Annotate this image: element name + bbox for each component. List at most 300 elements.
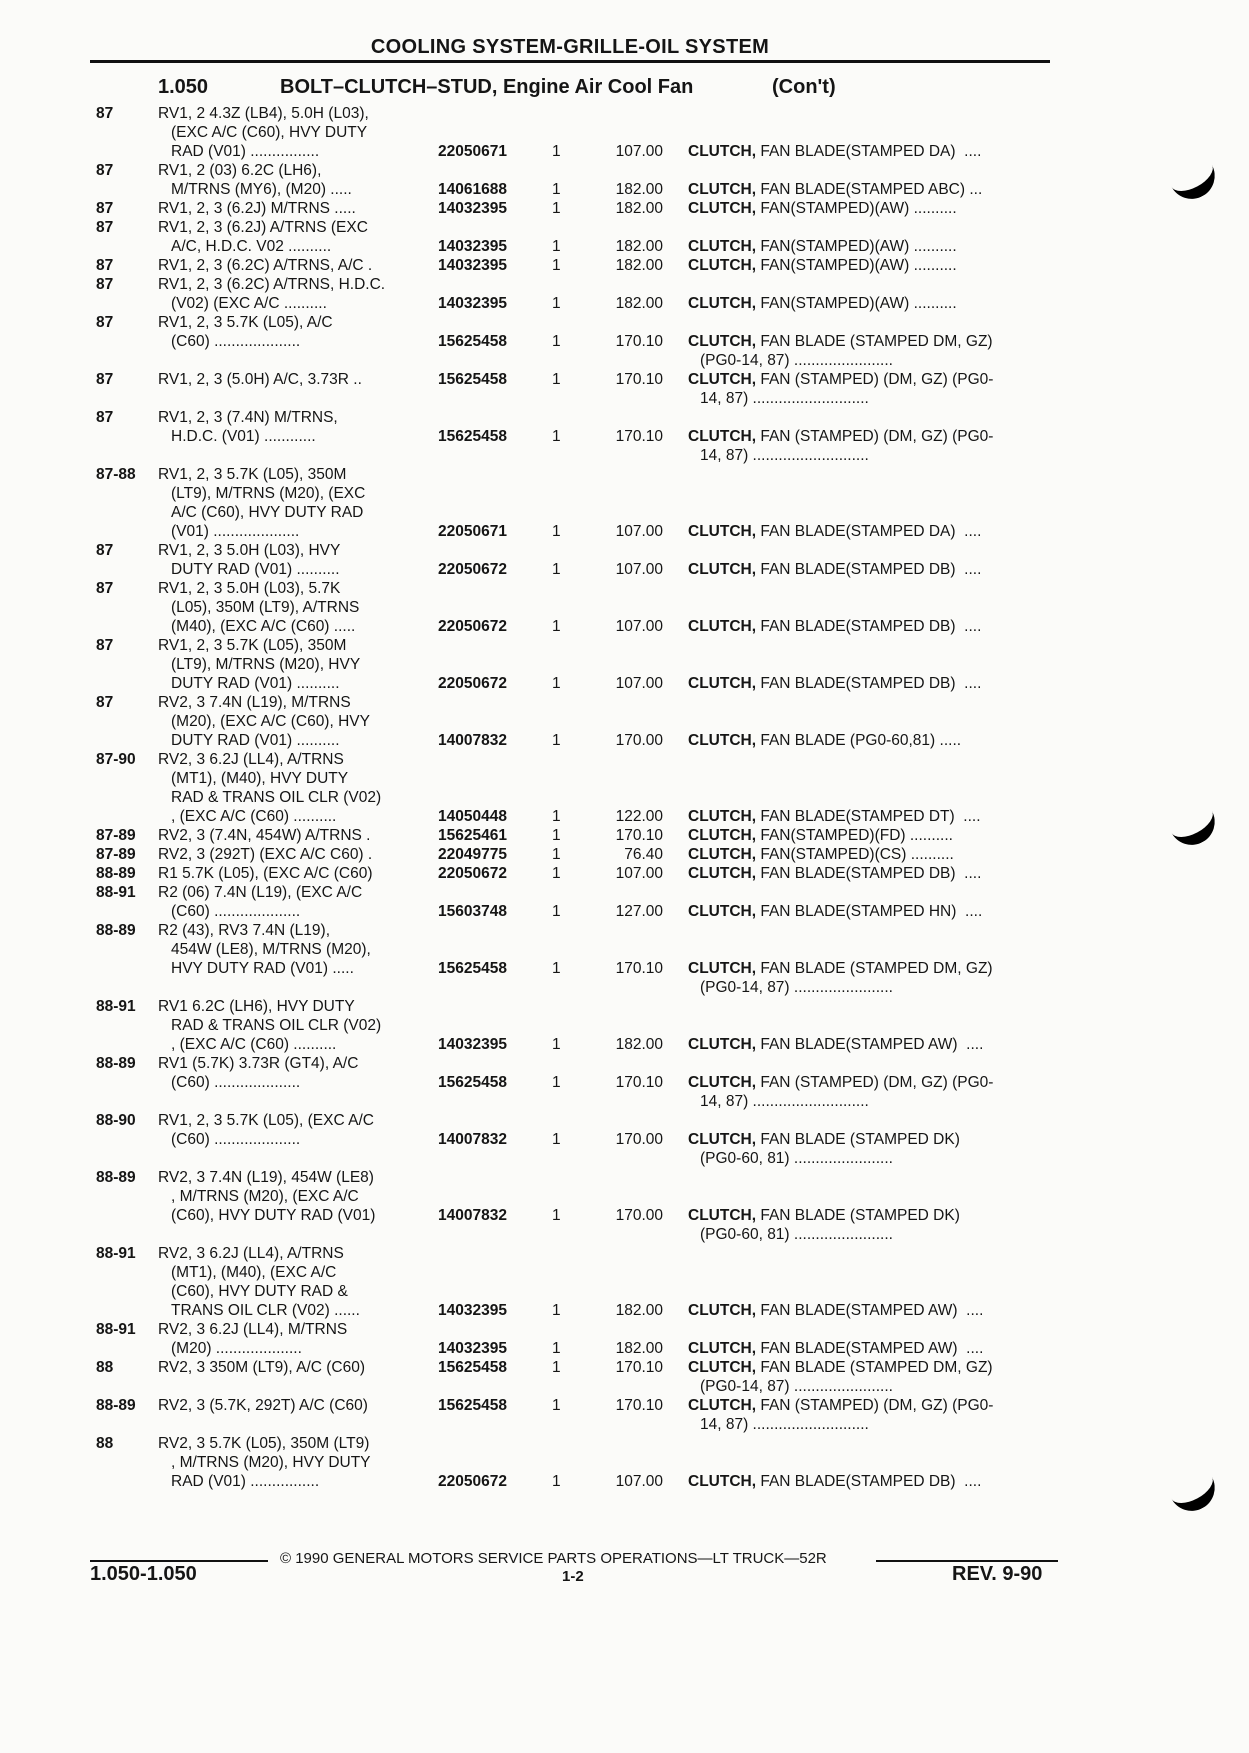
part-name — [688, 1130, 1053, 1149]
price: 107.00 — [615, 675, 663, 692]
application-description: RV1, 2, 3 (6.2C) A/TRNS, H.D.C. — [158, 276, 386, 293]
model-year: 87-88 — [96, 466, 136, 483]
price: 127.00 — [615, 903, 663, 920]
part-name — [688, 1358, 1053, 1377]
price: 182.00 — [615, 1036, 663, 1053]
application-description: RV1, 2, 3 (7.4N) M/TRNS, — [158, 409, 338, 426]
part-name-text: FAN BLADE(STAMPED DA) .... — [756, 523, 982, 540]
model-year: 87 — [96, 580, 114, 597]
application-description: (MT1), (M40), HVY DUTY — [171, 770, 349, 787]
part-name-text: FAN BLADE(STAMPED DT) .... — [756, 808, 981, 825]
part-name-prefix: CLUTCH, — [688, 1340, 757, 1357]
part-name — [688, 1301, 1053, 1320]
application-description: , M/TRNS (M20), HVY DUTY — [171, 1454, 371, 1471]
part-name-text: FAN BLADE(STAMPED AW) .... — [756, 1340, 984, 1357]
model-year: 87 — [96, 371, 114, 388]
application-description: A/C (C60), HVY DUTY RAD — [171, 504, 364, 521]
part-number: 14061688 — [438, 181, 507, 198]
part-name-prefix: CLUTCH, — [688, 561, 757, 578]
part-name-prefix: CLUTCH, — [688, 618, 757, 635]
part-number: 15625458 — [438, 1074, 507, 1091]
part-name: (PG0-60, 81) ....................... — [700, 1226, 893, 1243]
part-name-text: FAN BLADE(STAMPED AW) .... — [756, 1302, 984, 1319]
model-year: 87 — [96, 162, 114, 179]
application-description: H.D.C. (V01) ............ — [171, 428, 316, 445]
price: 182.00 — [615, 295, 663, 312]
table-row — [0, 218, 1249, 256]
table-row — [0, 199, 1249, 218]
model-year: 87 — [96, 276, 114, 293]
part-name-text: FAN(STAMPED)(AW) .......... — [756, 295, 957, 312]
quantity: 1 — [552, 295, 561, 312]
quantity: 1 — [552, 675, 561, 692]
application-description: (C60), HVY DUTY RAD & — [171, 1283, 348, 1300]
part-number: 14032395 — [438, 1036, 507, 1053]
price: 170.00 — [615, 1131, 663, 1148]
price: 122.00 — [615, 808, 663, 825]
part-number: 14032395 — [438, 1302, 507, 1319]
quantity: 1 — [552, 257, 561, 274]
part-name-text: FAN (STAMPED) (DM, GZ) (PG0- — [756, 1397, 994, 1414]
part-number: 22050672 — [438, 1473, 507, 1490]
part-name — [688, 674, 1053, 693]
application-description: RAD (V01) ................ — [171, 1473, 320, 1490]
table-row — [0, 1111, 1249, 1168]
part-name — [688, 617, 1053, 636]
quantity: 1 — [552, 1207, 561, 1224]
part-name — [688, 1035, 1053, 1054]
application-description: (C60), HVY DUTY RAD (V01) — [171, 1207, 376, 1224]
part-name-prefix: CLUTCH, — [688, 1359, 757, 1376]
model-year: 87-89 — [96, 846, 136, 863]
quantity: 1 — [552, 903, 561, 920]
footer-rule — [90, 1560, 268, 1562]
price: 107.00 — [615, 143, 663, 160]
part-name — [688, 332, 1053, 351]
application-description: RV2, 3 (5.7K, 292T) A/C (C60) — [158, 1397, 368, 1414]
table-row — [0, 826, 1249, 845]
application-description: RV1, 2, 3 5.0H (L03), HVY — [158, 542, 341, 559]
section-number: 1.050 — [158, 76, 209, 98]
part-name-text: FAN BLADE(STAMPED DA) .... — [756, 143, 982, 160]
application-description: (V02) (EXC A/C .......... — [171, 295, 327, 312]
application-description: (C60) .................... — [171, 333, 301, 350]
application-description: RV1 6.2C (LH6), HVY DUTY — [158, 998, 355, 1015]
part-number: 14032395 — [438, 295, 507, 312]
part-name-prefix: CLUTCH, — [688, 732, 757, 749]
part-number: 15625461 — [438, 827, 507, 844]
part-name-text: FAN BLADE(STAMPED HN) .... — [756, 903, 983, 920]
model-year: 87 — [96, 314, 114, 331]
table-row — [0, 864, 1249, 883]
model-year: 88-89 — [96, 922, 136, 939]
footer-page-number: 1-2 — [562, 1568, 584, 1585]
quantity: 1 — [552, 827, 561, 844]
part-name — [688, 807, 1053, 826]
table-row — [0, 579, 1249, 636]
model-year: 88-91 — [96, 1321, 136, 1338]
quantity: 1 — [552, 960, 561, 977]
quantity: 1 — [552, 1036, 561, 1053]
part-name-prefix: CLUTCH, — [688, 846, 757, 863]
application-description: RV2, 3 5.7K (L05), 350M (LT9) — [158, 1435, 370, 1452]
part-name — [688, 1339, 1053, 1358]
model-year: 88-91 — [96, 1245, 136, 1262]
quantity: 1 — [552, 865, 561, 882]
application-description: RV1, 2, 3 (5.0H) A/C, 3.73R .. — [158, 371, 362, 388]
part-name-prefix: CLUTCH, — [688, 238, 757, 255]
page-title: COOLING SYSTEM-GRILLE-OIL SYSTEM — [90, 36, 1050, 63]
model-year: 88-89 — [96, 1169, 136, 1186]
price: 170.00 — [615, 732, 663, 749]
table-row — [0, 408, 1249, 465]
part-name — [688, 1073, 1053, 1092]
part-number: 22050672 — [438, 561, 507, 578]
model-year: 87 — [96, 257, 114, 274]
price: 170.10 — [615, 827, 663, 844]
application-description: 454W (LE8), M/TRNS (M20), — [171, 941, 371, 958]
quantity: 1 — [552, 1473, 561, 1490]
part-name — [688, 142, 1053, 161]
application-description: HVY DUTY RAD (V01) ..... — [171, 960, 354, 977]
quantity: 1 — [552, 371, 561, 388]
part-name-text: FAN BLADE (PG0-60,81) ..... — [756, 732, 962, 749]
part-name — [688, 864, 1053, 883]
part-name-text: FAN BLADE(STAMPED DB) .... — [756, 618, 982, 635]
model-year: 88-89 — [96, 1055, 136, 1072]
application-description: RV2, 3 6.2J (LL4), M/TRNS — [158, 1321, 348, 1338]
part-name — [688, 180, 1053, 199]
part-name-prefix: CLUTCH, — [688, 257, 757, 274]
model-year: 87-89 — [96, 827, 136, 844]
quantity: 1 — [552, 808, 561, 825]
price: 182.00 — [615, 238, 663, 255]
model-year: 88 — [96, 1435, 114, 1452]
part-name: 14, 87) ........................... — [700, 1416, 869, 1433]
price: 182.00 — [615, 1302, 663, 1319]
part-name-text: FAN BLADE(STAMPED DB) .... — [756, 865, 982, 882]
part-name-prefix: CLUTCH, — [688, 143, 757, 160]
application-description: (L05), 350M (LT9), A/TRNS — [171, 599, 360, 616]
application-description: R2 (43), RV3 7.4N (L19), — [158, 922, 331, 939]
part-number: 15625458 — [438, 333, 507, 350]
application-description: RV2, 3 6.2J (LL4), A/TRNS — [158, 751, 344, 768]
quantity: 1 — [552, 1131, 561, 1148]
part-name-prefix: CLUTCH, — [688, 1207, 757, 1224]
part-name — [688, 237, 1053, 256]
application-description: DUTY RAD (V01) .......... — [171, 561, 340, 578]
quantity: 1 — [552, 1074, 561, 1091]
part-number: 14032395 — [438, 257, 507, 274]
application-description: (M20) .................... — [171, 1340, 302, 1357]
table-row — [0, 1396, 1249, 1434]
part-number: 15625458 — [438, 428, 507, 445]
parts-table — [0, 104, 1249, 1491]
quantity: 1 — [552, 1359, 561, 1376]
table-row — [0, 275, 1249, 313]
part-number: 14032395 — [438, 200, 507, 217]
part-name — [688, 522, 1053, 541]
footer-page-range: 1.050-1.050 — [90, 1563, 197, 1585]
part-number: 14007832 — [438, 1207, 507, 1224]
application-description: RV1, 2, 3 (6.2J) A/TRNS (EXC — [158, 219, 368, 236]
part-name-text: FAN (STAMPED) (DM, GZ) (PG0- — [756, 428, 994, 445]
application-description: (C60) .................... — [171, 1131, 301, 1148]
part-name-text: FAN (STAMPED) (DM, GZ) (PG0- — [756, 371, 994, 388]
part-number: 14032395 — [438, 238, 507, 255]
part-name: (PG0-60, 81) ....................... — [700, 1150, 893, 1167]
part-number: 22050672 — [438, 865, 507, 882]
model-year: 87 — [96, 200, 114, 217]
part-name-prefix: CLUTCH, — [688, 960, 757, 977]
table-row — [0, 845, 1249, 864]
application-description: , M/TRNS (M20), (EXC A/C — [171, 1188, 359, 1205]
application-description: RV1, 2, 3 (6.2J) M/TRNS ..... — [158, 200, 356, 217]
application-description: (LT9), M/TRNS (M20), (EXC — [171, 485, 366, 502]
price: 182.00 — [615, 257, 663, 274]
application-description: RV2, 3 7.4N (L19), 454W (LE8) — [158, 1169, 374, 1186]
part-name — [688, 1396, 1053, 1415]
part-name — [688, 256, 1053, 275]
part-name: 14, 87) ........................... — [700, 390, 869, 407]
table-row — [0, 104, 1249, 161]
price: 107.00 — [615, 523, 663, 540]
part-name-text: FAN BLADE(STAMPED DB) .... — [756, 561, 982, 578]
application-description: DUTY RAD (V01) .......... — [171, 675, 340, 692]
part-name-prefix: CLUTCH, — [688, 523, 757, 540]
quantity: 1 — [552, 238, 561, 255]
part-number: 22050672 — [438, 675, 507, 692]
part-name-prefix: CLUTCH, — [688, 200, 757, 217]
price: 107.00 — [615, 618, 663, 635]
application-description: (LT9), M/TRNS (M20), HVY — [171, 656, 361, 673]
section-continued: (Con't) — [772, 76, 836, 98]
table-row — [0, 313, 1249, 370]
model-year: 87 — [96, 219, 114, 236]
application-description: , (EXC A/C (C60) .......... — [171, 808, 337, 825]
application-description: TRANS OIL CLR (V02) ...... — [171, 1302, 360, 1319]
quantity: 1 — [552, 181, 561, 198]
part-name-text: FAN BLADE (STAMPED DK) — [756, 1207, 960, 1224]
application-description: DUTY RAD (V01) .......... — [171, 732, 340, 749]
part-name-prefix: CLUTCH, — [688, 428, 757, 445]
application-description: (V01) .................... — [171, 523, 300, 540]
footer-revision: REV. 9-90 — [952, 1563, 1043, 1585]
table-row — [0, 1434, 1249, 1491]
model-year: 87 — [96, 542, 114, 559]
part-number: 14032395 — [438, 1340, 507, 1357]
quantity: 1 — [552, 1302, 561, 1319]
part-name-text: FAN BLADE (STAMPED DM, GZ) — [756, 960, 993, 977]
price: 170.10 — [615, 333, 663, 350]
quantity: 1 — [552, 1340, 561, 1357]
application-description: RV1, 2, 3 5.7K (L05), A/C — [158, 314, 333, 331]
part-name-prefix: CLUTCH, — [688, 333, 757, 350]
part-number: 22050671 — [438, 143, 507, 160]
quantity: 1 — [552, 143, 561, 160]
part-name — [688, 199, 1053, 218]
price: 170.10 — [615, 960, 663, 977]
table-row — [0, 370, 1249, 408]
part-name-text: FAN BLADE (STAMPED DM, GZ) — [756, 1359, 993, 1376]
table-row — [0, 1320, 1249, 1358]
model-year: 88-91 — [96, 884, 136, 901]
footer-rule — [876, 1560, 1058, 1562]
application-description: RV2, 3 350M (LT9), A/C (C60) — [158, 1359, 366, 1376]
table-row — [0, 750, 1249, 826]
price: 182.00 — [615, 181, 663, 198]
application-description: RV1, 2, 3 5.7K (L05), 350M — [158, 466, 347, 483]
application-description: (M40), (EXC A/C (C60) ..... — [171, 618, 356, 635]
part-name-prefix: CLUTCH, — [688, 1302, 757, 1319]
application-description: R1 5.7K (L05), (EXC A/C (C60) — [158, 865, 373, 882]
application-description: RV2, 3 (292T) (EXC A/C C60) . — [158, 846, 373, 863]
part-name-prefix: CLUTCH, — [688, 675, 757, 692]
price: 170.10 — [615, 371, 663, 388]
part-name-prefix: CLUTCH, — [688, 1473, 757, 1490]
price: 107.00 — [615, 865, 663, 882]
part-name — [688, 826, 1053, 845]
price: 107.00 — [615, 1473, 663, 1490]
application-description: RV1, 2, 3 5.7K (L05), (EXC A/C — [158, 1112, 374, 1129]
part-name: (PG0-14, 87) ....................... — [700, 979, 893, 996]
part-number: 15625458 — [438, 1397, 507, 1414]
part-name-text: FAN(STAMPED)(AW) .......... — [756, 238, 957, 255]
part-name — [688, 294, 1053, 313]
table-row — [0, 636, 1249, 693]
model-year: 87 — [96, 409, 114, 426]
price: 170.10 — [615, 428, 663, 445]
application-description: RV1, 2, 3 5.7K (L05), 350M — [158, 637, 347, 654]
part-number: 15625458 — [438, 1359, 507, 1376]
application-description: RV2, 3 6.2J (LL4), A/TRNS — [158, 1245, 344, 1262]
part-number: 14007832 — [438, 1131, 507, 1148]
quantity: 1 — [552, 200, 561, 217]
part-name-prefix: CLUTCH, — [688, 1036, 757, 1053]
quantity: 1 — [552, 732, 561, 749]
model-year: 87 — [96, 637, 114, 654]
application-description: A/C, H.D.C. V02 .......... — [171, 238, 332, 255]
table-row — [0, 465, 1249, 541]
price: 170.10 — [615, 1359, 663, 1376]
model-year: 87-90 — [96, 751, 136, 768]
price: 107.00 — [615, 561, 663, 578]
part-name-text: FAN BLADE(STAMPED AW) .... — [756, 1036, 984, 1053]
part-number: 22050671 — [438, 523, 507, 540]
part-name-prefix: CLUTCH, — [688, 371, 757, 388]
part-name — [688, 902, 1053, 921]
model-year: 87 — [96, 105, 114, 122]
model-year: 88 — [96, 1359, 114, 1376]
application-description: (M20), (EXC A/C (C60), HVY — [171, 713, 370, 730]
model-year: 88-91 — [96, 998, 136, 1015]
quantity: 1 — [552, 846, 561, 863]
part-number: 22050672 — [438, 618, 507, 635]
part-name-text: FAN BLADE (STAMPED DM, GZ) — [756, 333, 993, 350]
price: 170.00 — [615, 1207, 663, 1224]
application-description: RV1, 2 (03) 6.2C (LH6), — [158, 162, 322, 179]
part-name-text: FAN BLADE(STAMPED ABC) ... — [756, 181, 983, 198]
application-description: RV1, 2, 3 5.0H (L03), 5.7K — [158, 580, 341, 597]
quantity: 1 — [552, 1397, 561, 1414]
part-name-prefix: CLUTCH, — [688, 295, 757, 312]
part-name-text: FAN BLADE(STAMPED DB) .... — [756, 675, 982, 692]
table-row — [0, 1244, 1249, 1320]
part-number: 15603748 — [438, 903, 507, 920]
part-number: 14007832 — [438, 732, 507, 749]
part-name-text: FAN BLADE(STAMPED DB) .... — [756, 1473, 982, 1490]
model-year: 88-90 — [96, 1112, 136, 1129]
part-name-text: FAN(STAMPED)(CS) .......... — [756, 846, 954, 863]
table-row — [0, 1168, 1249, 1244]
part-name — [688, 427, 1053, 446]
application-description: (MT1), (M40), (EXC A/C — [171, 1264, 337, 1281]
application-description: (C60) .................... — [171, 903, 301, 920]
application-description: (C60) .................... — [171, 1074, 301, 1091]
part-name: 14, 87) ........................... — [700, 447, 869, 464]
application-description: RAD (V01) ................ — [171, 143, 320, 160]
table-row — [0, 921, 1249, 997]
footer-copyright: © 1990 GENERAL MOTORS SERVICE PARTS OPERATIONS—LT TRUCK—52R — [280, 1550, 827, 1567]
table-row — [0, 161, 1249, 199]
part-name-prefix: CLUTCH, — [688, 1074, 757, 1091]
application-description: RV1, 2 4.3Z (LB4), 5.0H (L03), — [158, 105, 369, 122]
table-row — [0, 1054, 1249, 1111]
part-name — [688, 1472, 1053, 1491]
price: 170.10 — [615, 1074, 663, 1091]
part-name — [688, 959, 1053, 978]
part-name-prefix: CLUTCH, — [688, 1131, 757, 1148]
part-name-text: FAN(STAMPED)(AW) .......... — [756, 200, 957, 217]
part-name — [688, 845, 1053, 864]
part-name — [688, 1206, 1053, 1225]
model-year: 87 — [96, 694, 114, 711]
part-name-text: FAN(STAMPED)(FD) .......... — [756, 827, 953, 844]
price: 182.00 — [615, 200, 663, 217]
application-description: , (EXC A/C (C60) .......... — [171, 1036, 337, 1053]
quantity: 1 — [552, 333, 561, 350]
price: 76.40 — [624, 846, 663, 863]
part-number: 14050448 — [438, 808, 507, 825]
quantity: 1 — [552, 428, 561, 445]
part-name: 14, 87) ........................... — [700, 1093, 869, 1110]
table-row — [0, 693, 1249, 750]
part-name: (PG0-14, 87) ....................... — [700, 1378, 893, 1395]
part-number: 15625458 — [438, 371, 507, 388]
application-description: M/TRNS (MY6), (M20) ..... — [171, 181, 352, 198]
model-year: 88-89 — [96, 865, 136, 882]
table-row — [0, 883, 1249, 921]
price: 182.00 — [615, 1340, 663, 1357]
table-row — [0, 541, 1249, 579]
part-number: 15625458 — [438, 960, 507, 977]
table-row — [0, 997, 1249, 1054]
table-row — [0, 1358, 1249, 1396]
table-row — [0, 256, 1249, 275]
price: 170.10 — [615, 1397, 663, 1414]
part-name-prefix: CLUTCH, — [688, 808, 757, 825]
application-description: (EXC A/C (C60), HVY DUTY — [171, 124, 368, 141]
application-description: R2 (06) 7.4N (L19), (EXC A/C — [158, 884, 363, 901]
part-name-prefix: CLUTCH, — [688, 903, 757, 920]
application-description: RV2, 3 (7.4N, 454W) A/TRNS . — [158, 827, 371, 844]
application-description: RV1 (5.7K) 3.73R (GT4), A/C — [158, 1055, 359, 1072]
application-description: RAD & TRANS OIL CLR (V02) — [171, 789, 382, 806]
part-name-prefix: CLUTCH, — [688, 827, 757, 844]
part-name — [688, 370, 1053, 389]
part-name-text: FAN(STAMPED)(AW) .......... — [756, 257, 957, 274]
part-name-prefix: CLUTCH, — [688, 181, 757, 198]
